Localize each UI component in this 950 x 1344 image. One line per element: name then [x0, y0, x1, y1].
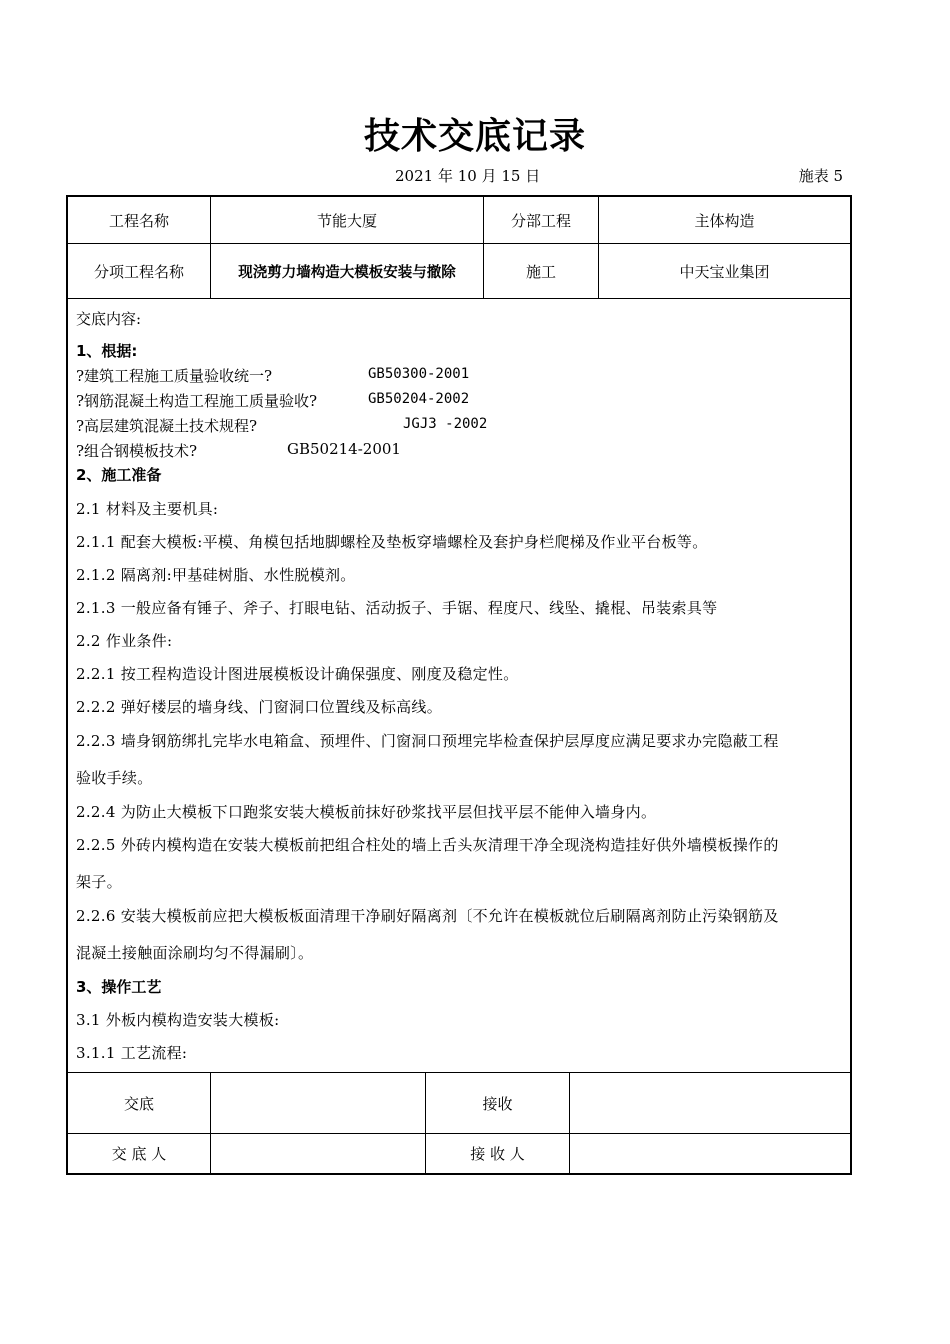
- briefer-label: 交 底 人: [111, 1145, 167, 1163]
- briefing-signature-field[interactable]: [211, 1073, 425, 1133]
- division-label: 分部工程: [510, 211, 571, 230]
- document-date: 2021 年 10 月 15 日: [395, 167, 541, 185]
- form-number: 施表 5: [798, 167, 843, 185]
- construction-value: 中天宝业集团: [679, 262, 770, 281]
- receive-signature-field[interactable]: [570, 1073, 850, 1133]
- reference-name: ?高层建筑混凝土技术规程?: [76, 417, 258, 435]
- reference-code: JGJ3 -2002: [403, 416, 488, 432]
- document-title: 技术交底记录: [363, 116, 586, 157]
- paragraph: 2.1.2 隔离剂:甲基硅树脂、水性脱模剂。: [76, 566, 356, 584]
- paragraph: 2.1.1 配套大模板:平模、角模包括地脚螺栓及垫板穿墙螺栓及套护身栏爬梯及作业平台板等。: [76, 533, 708, 551]
- briefing-label: 交底: [123, 1094, 154, 1113]
- project-name-value: 节能大厦: [316, 211, 377, 230]
- paragraph: 验收手续。: [76, 769, 153, 787]
- project-name-label: 工程名称: [108, 211, 169, 230]
- receiver-name-field[interactable]: [570, 1134, 850, 1173]
- table-divider: [66, 298, 852, 299]
- paragraph: 混凝土接触面涂刷均匀不得漏刷〕。: [76, 944, 314, 962]
- reference-name: ?组合钢模板技术?: [76, 442, 198, 460]
- subitem-value: 现浇剪力墙构造大模板安装与撤除: [238, 264, 456, 281]
- subitem-label: 分项工程名称: [93, 262, 184, 281]
- reference-name: ?建筑工程施工质量验收统一?: [76, 367, 273, 385]
- paragraph: 2.2.6 安装大模板前应把大模板板面清理干净刷好隔离剂〔不允许在模板就位后刷隔离剂防止污染钢筋及: [76, 907, 779, 925]
- paragraph: 2.2 作业条件:: [76, 632, 173, 650]
- division-value: 主体构造: [694, 211, 755, 230]
- section-2-title: 2、施工准备: [76, 466, 162, 484]
- reference-name: ?钢筋混凝土构造工程施工质量验收?: [76, 392, 318, 410]
- paragraph: 架子。: [76, 873, 122, 891]
- reference-code: GB50300-2001: [368, 366, 470, 382]
- reference-code: GB50204-2002: [368, 391, 470, 407]
- paragraph: 2.2.2 弹好楼层的墙身线、门窗洞口位置线及标高线。: [76, 698, 443, 716]
- paragraph: 2.1 材料及主要机具:: [76, 500, 219, 518]
- paragraph: 2.1.3 一般应备有锤子、斧子、打眼电钻、活动扳子、手锯、程度尺、线坠、撬棍、吊装索具等: [76, 599, 718, 617]
- receiver-label: 接 收 人: [470, 1145, 525, 1163]
- paragraph: 3.1.1 工艺流程:: [76, 1044, 188, 1062]
- construction-label: 施工: [525, 262, 556, 281]
- paragraph: 2.2.3 墙身钢筋绑扎完毕水电箱盒、预埋件、门窗洞口预埋完毕检查保护层厚度应满足要求办完隐蔽工程: [76, 732, 779, 750]
- section-1-title: 1、根据:: [76, 342, 138, 360]
- section-3-title: 3、操作工艺: [76, 978, 162, 996]
- paragraph: 2.2.1 按工程构造设计图进展模板设计确保强度、刚度及稳定性。: [76, 665, 519, 683]
- content-intro: 交底内容:: [76, 310, 142, 328]
- paragraph: 2.2.5 外砖内模构造在安装大模板前把组合柱处的墙上舌头灰清理干净全现浇构造挂好供外墙模板操作的: [76, 836, 779, 854]
- reference-code: GB50214-2001: [287, 440, 401, 458]
- paragraph: 2.2.4 为防止大模板下口跑浆安装大模板前抹好砂浆找平层但找平层不能伸入墙身内。: [76, 803, 657, 821]
- briefer-name-field[interactable]: [211, 1134, 425, 1173]
- paragraph: 3.1 外板内模构造安装大模板:: [76, 1011, 280, 1029]
- receive-label: 接收: [482, 1094, 513, 1113]
